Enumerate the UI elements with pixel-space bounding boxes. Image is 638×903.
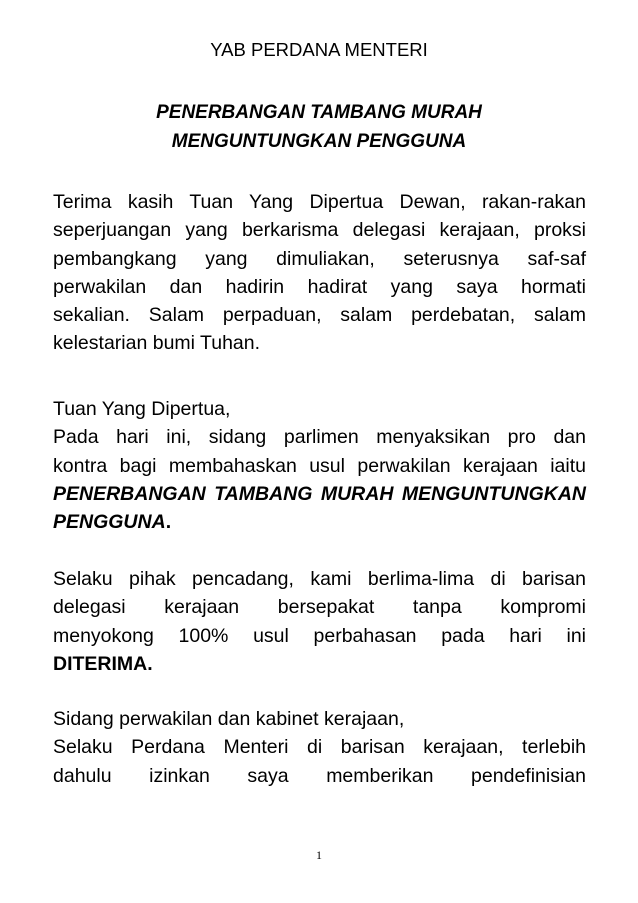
paragraph-line: seperjuangan yang berkarisma delegasi kerajaan, proksi (53, 219, 586, 242)
paragraph-line: Selaku Perdana Menteri di barisan kerajaan, terlebih (53, 736, 586, 759)
salutation: Tuan Yang Dipertua, (53, 398, 231, 420)
speaker-heading: YAB PERDANA MENTERI (210, 39, 428, 60)
paragraph-line: kontra bagi membahaskan usul perwakilan kerajaan iaitu (53, 454, 586, 477)
paragraph-line: Selaku pihak pencadang, kami berlima-lima di barisan (53, 568, 586, 590)
paragraph-line: menyokong 100% usul perbahasan pada hari ini (53, 624, 586, 647)
paragraph-line: delegasi kerajaan bersepakat tanpa kompromi (53, 596, 586, 619)
definition-paragraph (53, 705, 586, 790)
page-number: 1 (316, 848, 322, 862)
paragraph-line: dahulu izinkan saya memberikan pendefinisian (53, 764, 586, 787)
salutation: Sidang perwakilan dan kabinet kerajaan, (53, 708, 405, 730)
paragraph-line: Terima kasih Tuan Yang Dipertua Dewan, rakan-rakan (53, 191, 586, 213)
paragraph-line: pembangkang yang dimuliakan, seterusnya saf-saf (53, 247, 586, 270)
paragraph-line: kelestarian bumi Tuhan. (53, 332, 261, 355)
motion-title-line-2: PENGGUNA (53, 511, 166, 534)
verdict-text: DITERIMA. (53, 652, 153, 675)
proposer-paragraph (53, 565, 586, 678)
speech-title-line-1: PENERBANGAN TAMBANG MURAH (156, 102, 482, 123)
paragraph-line: sekalian. Salam perpaduan, salam perdebatan, salam (53, 304, 586, 327)
paragraph-line: perwakilan dan hadirin hadirat yang saya hormati (53, 275, 586, 298)
motion-paragraph (53, 395, 586, 536)
paragraph-line: Pada hari ini, sidang parlimen menyaksikan pro dan (53, 426, 586, 449)
opening-paragraph (53, 188, 586, 358)
speech-title-line-2: MENGUNTUNGKAN PENGGUNA (171, 131, 467, 152)
motion-title-line-1: PENERBANGAN TAMBANG MURAH MENGUNTUNGKAN (53, 482, 586, 505)
motion-title-end: . (165, 511, 172, 534)
